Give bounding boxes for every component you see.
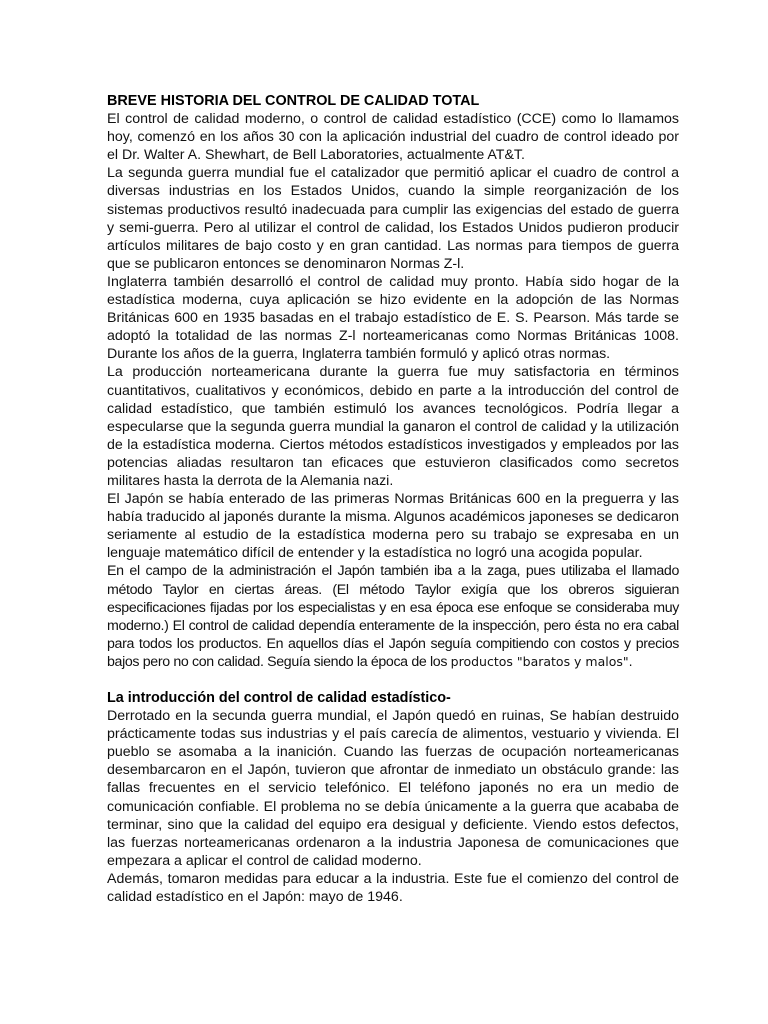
paragraph: La segunda guerra mundial fue el catalizador que permitió aplicar el cuadro de control a diversas industrias en los Estados Unidos, cuando la simple reorganización de los sistemas productivos resultó inadecuada para cumplir las exigencias del estado de guerra y semi-guerra. Pero al utilizar el control de calidad, los Estados Unidos pudieron producir artículos militares de bajo costo y en gran cantidad. Las normas para tiempos de guerra que se publicaron entonces se denominaron Normas Z-l.	[107, 165, 679, 272]
paragraph: Además, tomaron medidas para educar a la industria. Este fue el comienzo del control de calidad estadístico en el Japón: mayo de 1946.	[107, 870, 679, 906]
document-title: BREVE HISTORIA DEL CONTROL DE CALIDAD TOTAL	[107, 93, 480, 109]
paragraph-taylor-tail: productos "baratos y malos".	[450, 653, 633, 669]
document-page	[107, 92, 679, 906]
section-gap	[107, 671, 679, 689]
paragraph: El Japón se había enterado de las primeras Normas Británicas 600 en la preguerra y las había traducido al japonés durante la misma. Algunos académicos japoneses se dedicaron seriamente al estudio de la estadística moderna pero su trabajo se expresaba en un lenguaje matemático difícil de entender y la estadística no logró una acogida popular.	[107, 491, 679, 562]
section-heading: La introducción del control de calidad estadístico-	[107, 690, 451, 706]
paragraph: El control de calidad moderno, o control de calidad estadístico (CCE) como lo llamamos hoy, comenzó en los años 30 con la aplicación industrial del cuadro de control ideado por el Dr. Walter A. Shewhart, de Bell Laboratories, actualmente AT&T.	[107, 111, 679, 164]
paragraph: La producción norteamericana durante la guerra fue muy satisfactoria en términos cuantitativos, cualitativos y económicos, debido en parte a la introducción del control de calidad estadístico, que también estimuló los avances tecnológicos. Podría llegar a especularse que la segunda guerra mundial la ganaron el control de calidad y la utilización de la estadística moderna. Ciertos métodos estadísticos investigados y empleados por las potencias aliadas resultaron tan eficaces que estuvieron clasificados como secretos militares hasta la derrota de la Alemania nazi.	[107, 364, 679, 489]
paragraph: Inglaterra también desarrolló el control de calidad muy pronto. Había sido hogar de la estadística moderna, cuya aplicación se hizo evidente en la adopción de las Normas Británicas 600 en 1935 basadas en el trabajo estadístico de E. S. Pearson. Más tarde se adoptó la totalidad de las normas Z-l norteamericanas como Normas Británicas 1008. Durante los años de la guerra, Inglaterra también formuló y aplicó otras normas.	[107, 273, 679, 363]
paragraph: Derrotado en la secunda guerra mundial, el Japón quedó en ruinas, Se habían destruido prácticamente todas sus industrias y el país carecía de alimentos, vestuario y vivienda. El pueblo se asomaba a la inanición. Cuando las fuerzas de ocupación norteamericanas desembarcaron en el Japón, tuvieron que afrontar de inmediato un obstáculo grande: las fallas frecuentes en el servicio telefónico. El teléfono japonés no era un medio de comunicación confiable. El problema no se debía únicamente a la guerra que acababa de terminar, sino que la calidad del equipo era desigual y deficiente. Viendo estos defectos, las fuerzas norteamericanas ordenaron a la industria Japonesa de comunicaciones que empezara a aplicar el control de calidad moderno.	[107, 708, 679, 869]
paragraph-taylor	[107, 562, 679, 671]
paragraph-taylor-main: En el campo de la administración el Japón también iba a la zaga, pues utilizaba el llamado método Taylor en ciertas áreas. (El método Taylor exigía que los obreros siguieran especificaciones fijadas por los especialistas y en esa época ese enfoque se consideraba muy moderno.) El control de calidad dependía enteramente de la inspección, pero ésta no era cabal para todos los productos. En aquellos días el Japón seguía compitiendo con costos y precios bajos pero no con calidad. Seguía siendo la época de los	[107, 563, 679, 670]
